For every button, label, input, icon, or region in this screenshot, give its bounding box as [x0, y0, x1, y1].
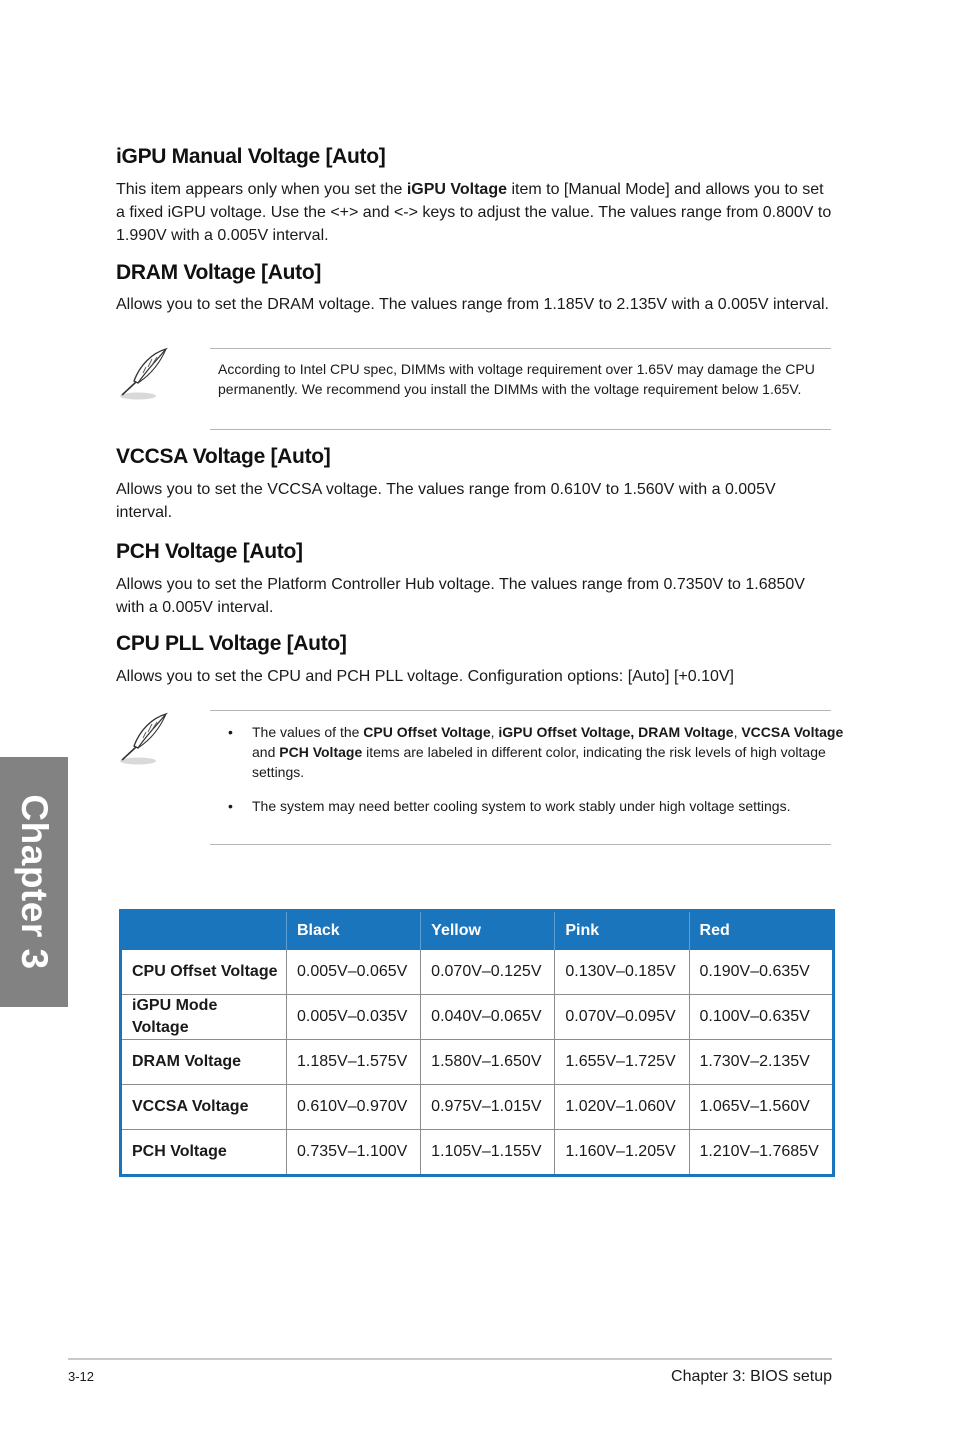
note-bullet-item — [210, 796, 857, 816]
table-cell: 1.065V–1.560V — [689, 1085, 833, 1130]
table-cell: 1.655V–1.725V — [555, 1040, 689, 1085]
table-cell: 1.730V–2.135V — [689, 1040, 833, 1085]
section-body-cpu-pll-voltage: Allows you to set the CPU and PCH PLL voltage. Configuration options: [Auto] [+0.10V] — [116, 668, 734, 685]
table-header-cell: Red — [689, 911, 833, 951]
table-cell: 0.190V–0.635V — [689, 950, 833, 995]
note-box-dimm-voltage — [210, 348, 831, 430]
table-header-row — [121, 911, 834, 951]
bullet-text: , — [490, 724, 499, 740]
footer-chapter-title: Chapter 3: BIOS setup — [671, 1368, 832, 1385]
table-row-label: CPU Offset Voltage — [121, 950, 287, 995]
table-row — [121, 1130, 834, 1176]
section-body-igpu-manual-voltage — [116, 178, 836, 247]
table-cell: 1.185V–1.575V — [287, 1040, 421, 1085]
table-row-label: VCCSA Voltage — [121, 1085, 287, 1130]
section-heading-dram-voltage: DRAM Voltage [Auto] — [116, 261, 322, 284]
page-number: 3-12 — [68, 1369, 95, 1384]
table-row-label: DRAM Voltage — [121, 1040, 287, 1085]
bullet-text: and — [252, 744, 280, 760]
table-header-cell: Pink — [555, 911, 689, 951]
note-box-voltage-colors — [210, 710, 844, 845]
feather-pen-icon — [116, 710, 174, 768]
bullet-bold-term: VCCSA Voltage — [741, 724, 844, 740]
table-row — [121, 950, 834, 995]
bullet-text: The system may need better cooling system to work stably under high voltage settings. — [252, 798, 791, 814]
table-cell: 0.070V–0.125V — [421, 950, 555, 995]
chapter-tab — [0, 757, 68, 1007]
body-text: item to [Manual Mode] and allows you to set a fixed iGPU voltage. Use the <+> and <-> keys to adjust the value. The values range from 0.800V to 1.990V with a 0.005V interval. — [116, 181, 832, 244]
table-cell: 0.610V–0.970V — [287, 1085, 421, 1130]
table-cell: 0.100V–0.635V — [689, 995, 833, 1040]
table-cell: 1.210V–1.7685V — [699, 1143, 819, 1160]
feather-pen-icon — [116, 345, 174, 403]
table-cell: 0.040V–0.065V — [421, 995, 555, 1040]
table-header-cell: Black — [287, 911, 421, 951]
table-cell: 1.160V–1.205V — [555, 1130, 689, 1176]
bullet-text: The values of the — [252, 724, 364, 740]
section-heading-cpu-pll-voltage: CPU PLL Voltage [Auto] — [116, 632, 347, 655]
section-heading-vccsa-voltage: VCCSA Voltage [Auto] — [116, 445, 331, 468]
bullet-icon: • — [228, 798, 233, 814]
section-body-vccsa-voltage: Allows you to set the VCCSA voltage. The values range from 0.610V to 1.560V with a 0.005V interval. — [116, 481, 776, 521]
table-cell: 0.005V–0.035V — [287, 995, 421, 1040]
table-cell: 1.105V–1.155V — [421, 1130, 555, 1176]
bullet-text: , — [733, 724, 742, 740]
section-heading-igpu-manual-voltage: iGPU Manual Voltage [Auto] — [116, 145, 386, 168]
note-text: According to Intel CPU spec, DIMMs with voltage requirement over 1.65V may damage the CPU permanently. We recommend you install the DIMMs with the voltage requirement below 1.65V. — [218, 361, 815, 397]
footer-divider — [68, 1358, 832, 1360]
table-header-cell: Yellow — [421, 911, 555, 951]
bullet-bold-term: PCH Voltage — [279, 744, 363, 760]
table-header-cell — [121, 911, 287, 951]
section-body-dram-voltage: Allows you to set the DRAM voltage. The values range from 1.185V to 2.135V with a 0.005V interval. — [116, 296, 829, 313]
table-row — [121, 995, 834, 1040]
bullet-text: items are labeled in different color, indicating the risk levels of high voltage settings. — [252, 744, 826, 780]
table-cell: 1.580V–1.650V — [421, 1040, 555, 1085]
note-bullet-item — [210, 722, 857, 782]
table-cell: 0.070V–0.095V — [555, 995, 689, 1040]
bullet-icon: • — [228, 724, 233, 740]
table-cell: 0.005V–0.065V — [287, 950, 421, 995]
body-bold-term: iGPU Voltage — [406, 181, 507, 198]
table-row-label: iGPU Mode Voltage — [121, 995, 287, 1040]
table-cell: 0.130V–0.185V — [555, 950, 689, 995]
section-body-pch-voltage: Allows you to set the Platform Controller Hub voltage. The values range from 0.7350V to 1.6850V with a 0.005V interval. — [116, 576, 805, 616]
table-row — [121, 1040, 834, 1085]
bullet-bold-term: iGPU Offset Voltage, DRAM Voltage — [498, 724, 734, 740]
chapter-tab-label: Chapter 3 — [14, 794, 55, 970]
table-cell: 0.975V–1.015V — [421, 1085, 555, 1130]
bullet-bold-term: CPU Offset Voltage — [363, 724, 491, 740]
voltage-color-table — [119, 909, 835, 1177]
table-cell: 1.020V–1.060V — [555, 1085, 689, 1130]
table-row-label: PCH Voltage — [121, 1130, 287, 1176]
table-row — [121, 1085, 834, 1130]
body-text: This item appears only when you set the — [116, 181, 407, 198]
table-cell: 0.735V–1.100V — [287, 1130, 421, 1176]
section-heading-pch-voltage: PCH Voltage [Auto] — [116, 540, 303, 563]
